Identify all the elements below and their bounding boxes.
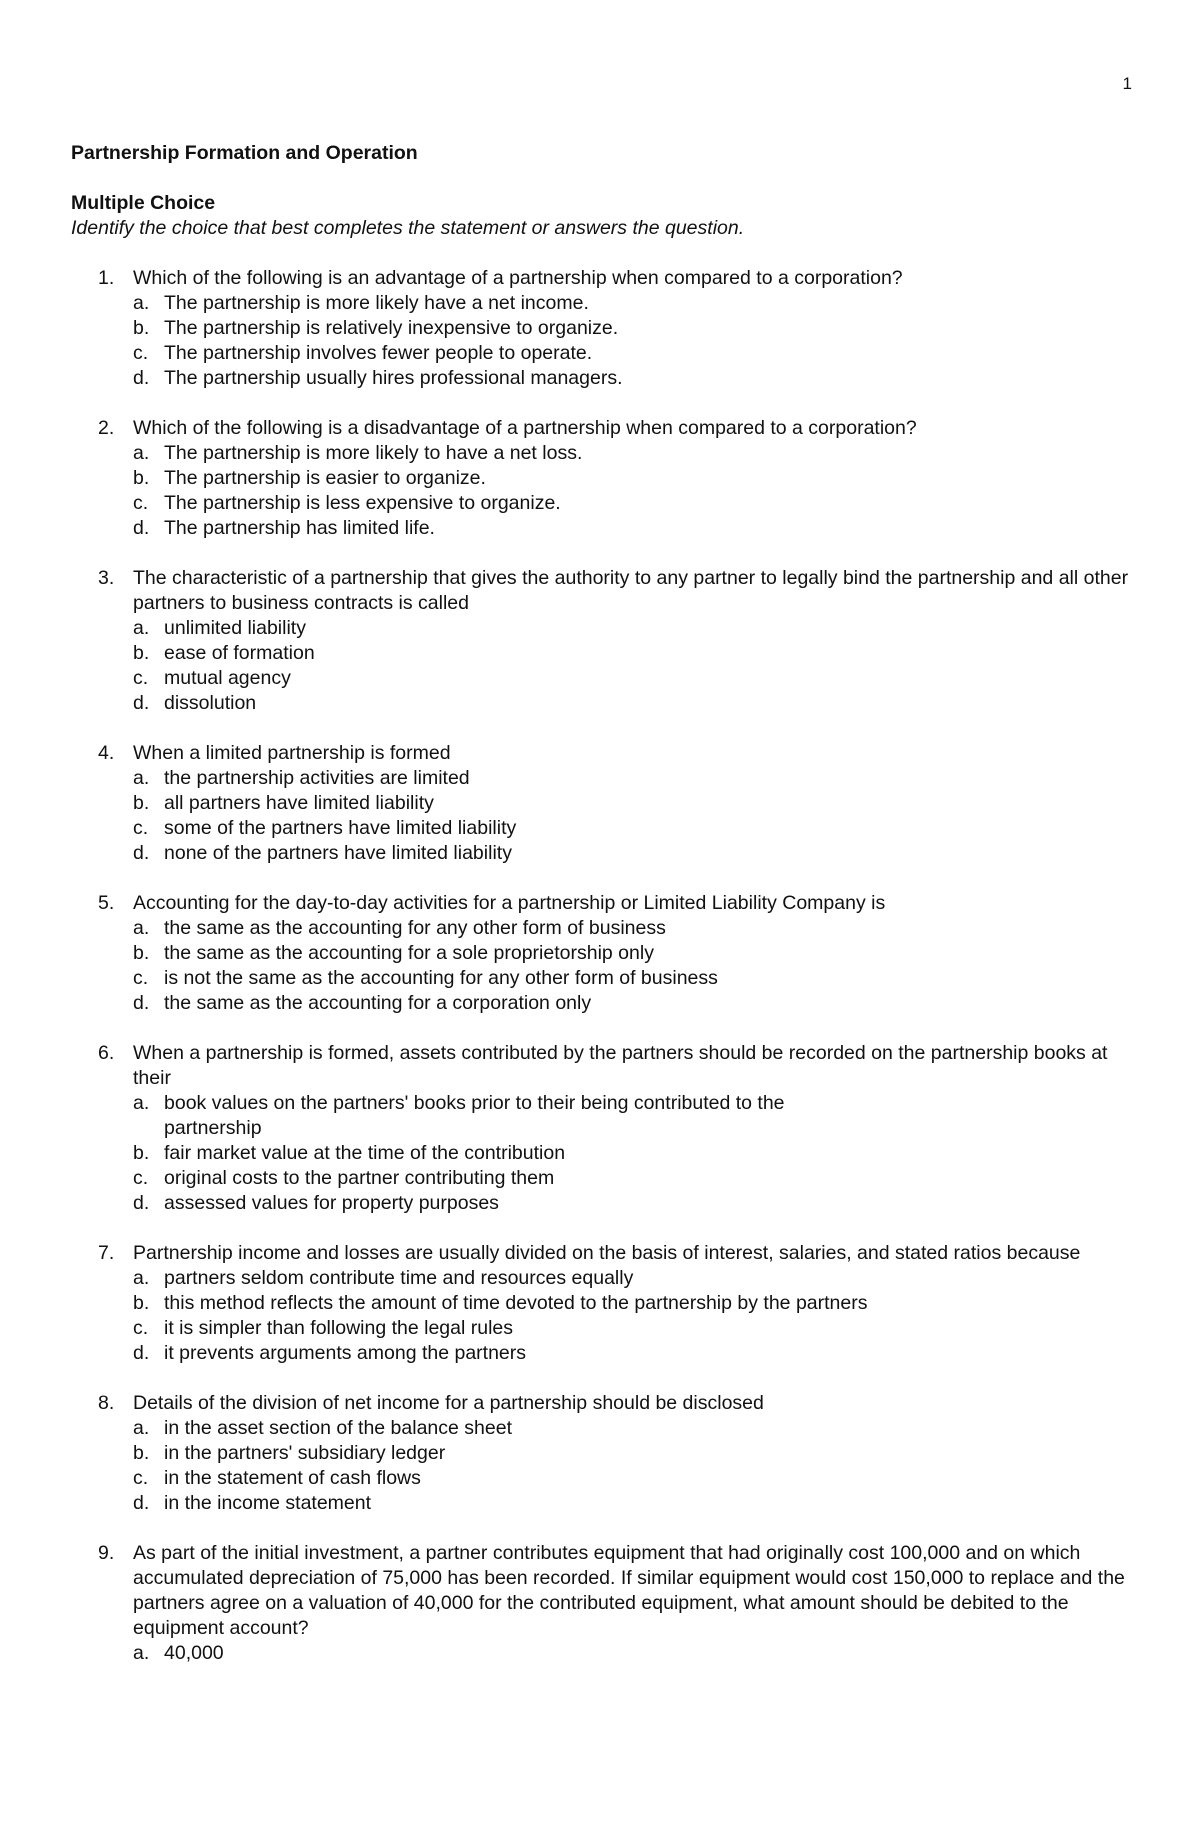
choice-letter: d. (133, 517, 150, 539)
answer-choice (133, 466, 1141, 491)
choice-list (133, 1091, 1141, 1216)
answer-choice (133, 1491, 1141, 1516)
choice-text: none of the partners have limited liability (164, 842, 512, 864)
question-text: Which of the following is an advantage of a partnership when compared to a corporation? (133, 267, 903, 289)
answer-choice (133, 966, 1141, 991)
choice-letter: b. (133, 467, 150, 489)
answer-choice (133, 666, 1141, 691)
question-text: When a partnership is formed, assets contributed by the partners should be recorded on the partnership books at their (133, 1042, 1108, 1089)
question-item (71, 1241, 1141, 1366)
choice-list (133, 1641, 1141, 1666)
choice-letter: c. (133, 967, 149, 989)
choice-list (133, 441, 1141, 541)
choice-letter: c. (133, 1467, 149, 1489)
choice-letter: d. (133, 1492, 150, 1514)
choice-text: original costs to the partner contributing them (164, 1167, 555, 1189)
answer-choice (133, 841, 1141, 866)
choice-letter: d. (133, 842, 150, 864)
answer-choice (133, 1191, 1141, 1216)
answer-choice (133, 941, 1141, 966)
choice-text: The partnership usually hires professional managers. (164, 367, 623, 389)
choice-text: all partners have limited liability (164, 792, 434, 814)
choice-text: the same as the accounting for a corporation only (164, 992, 592, 1014)
question-item (71, 1041, 1141, 1216)
question-item (71, 566, 1141, 716)
answer-choice (133, 1141, 1141, 1166)
choice-text: the same as the accounting for a sole proprietorship only (164, 942, 654, 964)
question-item (71, 741, 1141, 866)
choice-text: in the income statement (164, 1492, 372, 1514)
answer-choice (133, 766, 1141, 791)
answer-choice (133, 691, 1141, 716)
choice-text: this method reflects the amount of time devoted to the partnership by the partners (164, 1292, 868, 1314)
choice-list (133, 916, 1141, 1016)
choice-letter: a. (133, 917, 150, 939)
choice-letter: c. (133, 492, 149, 514)
choice-letter: d. (133, 692, 150, 714)
answer-choice (133, 316, 1141, 341)
choice-list (133, 766, 1141, 866)
answer-choice (133, 516, 1141, 541)
choice-letter: d. (133, 1342, 150, 1364)
choice-text: dissolution (164, 692, 257, 714)
question-list (71, 266, 1141, 1666)
answer-choice (133, 791, 1141, 816)
choice-letter: d. (133, 1192, 150, 1214)
choice-letter: b. (133, 1292, 150, 1314)
question-number: 7. (98, 1242, 115, 1264)
answer-choice (133, 491, 1141, 516)
question-number: 3. (98, 567, 115, 589)
answer-choice (133, 1266, 1141, 1291)
choice-list (133, 1416, 1141, 1516)
question-text: When a limited partnership is formed (133, 742, 451, 764)
choice-text: mutual agency (164, 667, 291, 689)
choice-letter: d. (133, 367, 150, 389)
choice-text: The partnership is more likely to have a net loss. (164, 442, 583, 464)
document-title: Partnership Formation and Operation (71, 142, 418, 164)
choice-text: the partnership activities are limited (164, 767, 470, 789)
choice-text: book values on the partners' books prior to their being contributed to the partnership (164, 1092, 785, 1139)
question-text: Which of the following is a disadvantage of a partnership when compared to a corporation? (133, 417, 917, 439)
choice-list (133, 616, 1141, 716)
answer-choice (133, 1466, 1141, 1491)
question-number: 2. (98, 417, 115, 439)
choice-letter: b. (133, 1442, 150, 1464)
choice-letter: b. (133, 942, 150, 964)
choice-letter: d. (133, 992, 150, 1014)
answer-choice (133, 441, 1141, 466)
choice-letter: c. (133, 342, 149, 364)
question-item (71, 266, 1141, 391)
choice-text: it is simpler than following the legal rules (164, 1317, 514, 1339)
question-number: 8. (98, 1392, 115, 1414)
choice-letter: a. (133, 1642, 150, 1664)
choice-text: in the asset section of the balance sheet (164, 1417, 512, 1439)
choice-text: some of the partners have limited liability (164, 817, 517, 839)
choice-text: The partnership is relatively inexpensive to organize. (164, 317, 619, 339)
question-text: Details of the division of net income for a partnership should be disclosed (133, 1392, 764, 1414)
question-item (71, 416, 1141, 541)
page-number: 1 (1122, 74, 1132, 93)
choice-text: unlimited liability (164, 617, 306, 639)
choice-text: the same as the accounting for any other form of business (164, 917, 666, 939)
answer-choice (133, 916, 1141, 941)
choice-letter: b. (133, 1142, 150, 1164)
choice-letter: b. (133, 317, 150, 339)
choice-text: in the partners' subsidiary ledger (164, 1442, 446, 1464)
answer-choice (133, 341, 1141, 366)
question-number: 1. (98, 267, 115, 289)
question-text: Accounting for the day-to-day activities for a partnership or Limited Liability Company is (133, 892, 886, 914)
choice-text: in the statement of cash flows (164, 1467, 421, 1489)
answer-choice (133, 641, 1141, 666)
section-instructions: Identify the choice that best completes the statement or answers the question. (71, 217, 745, 239)
answer-choice (133, 616, 1141, 641)
question-number: 5. (98, 892, 115, 914)
answer-choice (133, 1641, 1141, 1666)
document-body (71, 141, 1141, 1691)
choice-letter: c. (133, 667, 149, 689)
choice-text: The partnership is more likely have a net income. (164, 292, 589, 314)
question-item (71, 1391, 1141, 1516)
choice-text: partners seldom contribute time and resources equally (164, 1267, 634, 1289)
answer-choice (133, 1166, 1141, 1191)
choice-letter: b. (133, 792, 150, 814)
choice-letter: b. (133, 642, 150, 664)
choice-letter: a. (133, 442, 150, 464)
choice-text: The partnership involves fewer people to operate. (164, 342, 593, 364)
answer-choice (133, 991, 1141, 1016)
choice-text: ease of formation (164, 642, 315, 664)
choice-text: The partnership is easier to organize. (164, 467, 486, 489)
choice-letter: c. (133, 817, 149, 839)
choice-letter: c. (133, 1317, 149, 1339)
choice-text: is not the same as the accounting for any other form of business (164, 967, 718, 989)
choice-letter: c. (133, 1167, 149, 1189)
choice-text: assessed values for property purposes (164, 1192, 499, 1214)
question-number: 9. (98, 1542, 115, 1564)
question-number: 6. (98, 1042, 115, 1064)
choice-letter: a. (133, 292, 150, 314)
question-item (71, 891, 1141, 1016)
question-text: The characteristic of a partnership that gives the authority to any partner to legally bind the partnership and all other partners to business contracts is called (133, 567, 1129, 614)
answer-choice (133, 291, 1141, 316)
choice-text: The partnership has limited life. (164, 517, 435, 539)
choice-letter: a. (133, 617, 150, 639)
choice-letter: a. (133, 767, 150, 789)
answer-choice (133, 816, 1141, 841)
question-text: As part of the initial investment, a partner contributes equipment that had originally cost 100,000 and on which accumulated depreciation of 75,000 has been recorded. If similar equipment would cost 150,000 to replace and the partners agree on a valuation of 40,000 for the contributed equipment, what amount should be debited to the equipment account? (133, 1542, 1125, 1639)
question-text: Partnership income and losses are usually divided on the basis of interest, salaries, and stated ratios because (133, 1242, 1081, 1264)
answer-choice (133, 366, 1141, 391)
choice-text: fair market value at the time of the contribution (164, 1142, 566, 1164)
choice-letter: a. (133, 1092, 150, 1114)
question-number: 4. (98, 742, 115, 764)
question-item (71, 1541, 1141, 1666)
answer-choice (133, 1091, 1141, 1141)
choice-letter: a. (133, 1417, 150, 1439)
answer-choice (133, 1291, 1141, 1316)
choice-text: 40,000 (164, 1642, 224, 1664)
choice-letter: a. (133, 1267, 150, 1289)
choice-list (133, 291, 1141, 391)
answer-choice (133, 1316, 1141, 1341)
section-heading: Multiple Choice (71, 192, 216, 214)
choice-list (133, 1266, 1141, 1366)
choice-text: it prevents arguments among the partners (164, 1342, 527, 1364)
answer-choice (133, 1341, 1141, 1366)
answer-choice (133, 1416, 1141, 1441)
choice-text: The partnership is less expensive to organize. (164, 492, 561, 514)
answer-choice (133, 1441, 1141, 1466)
